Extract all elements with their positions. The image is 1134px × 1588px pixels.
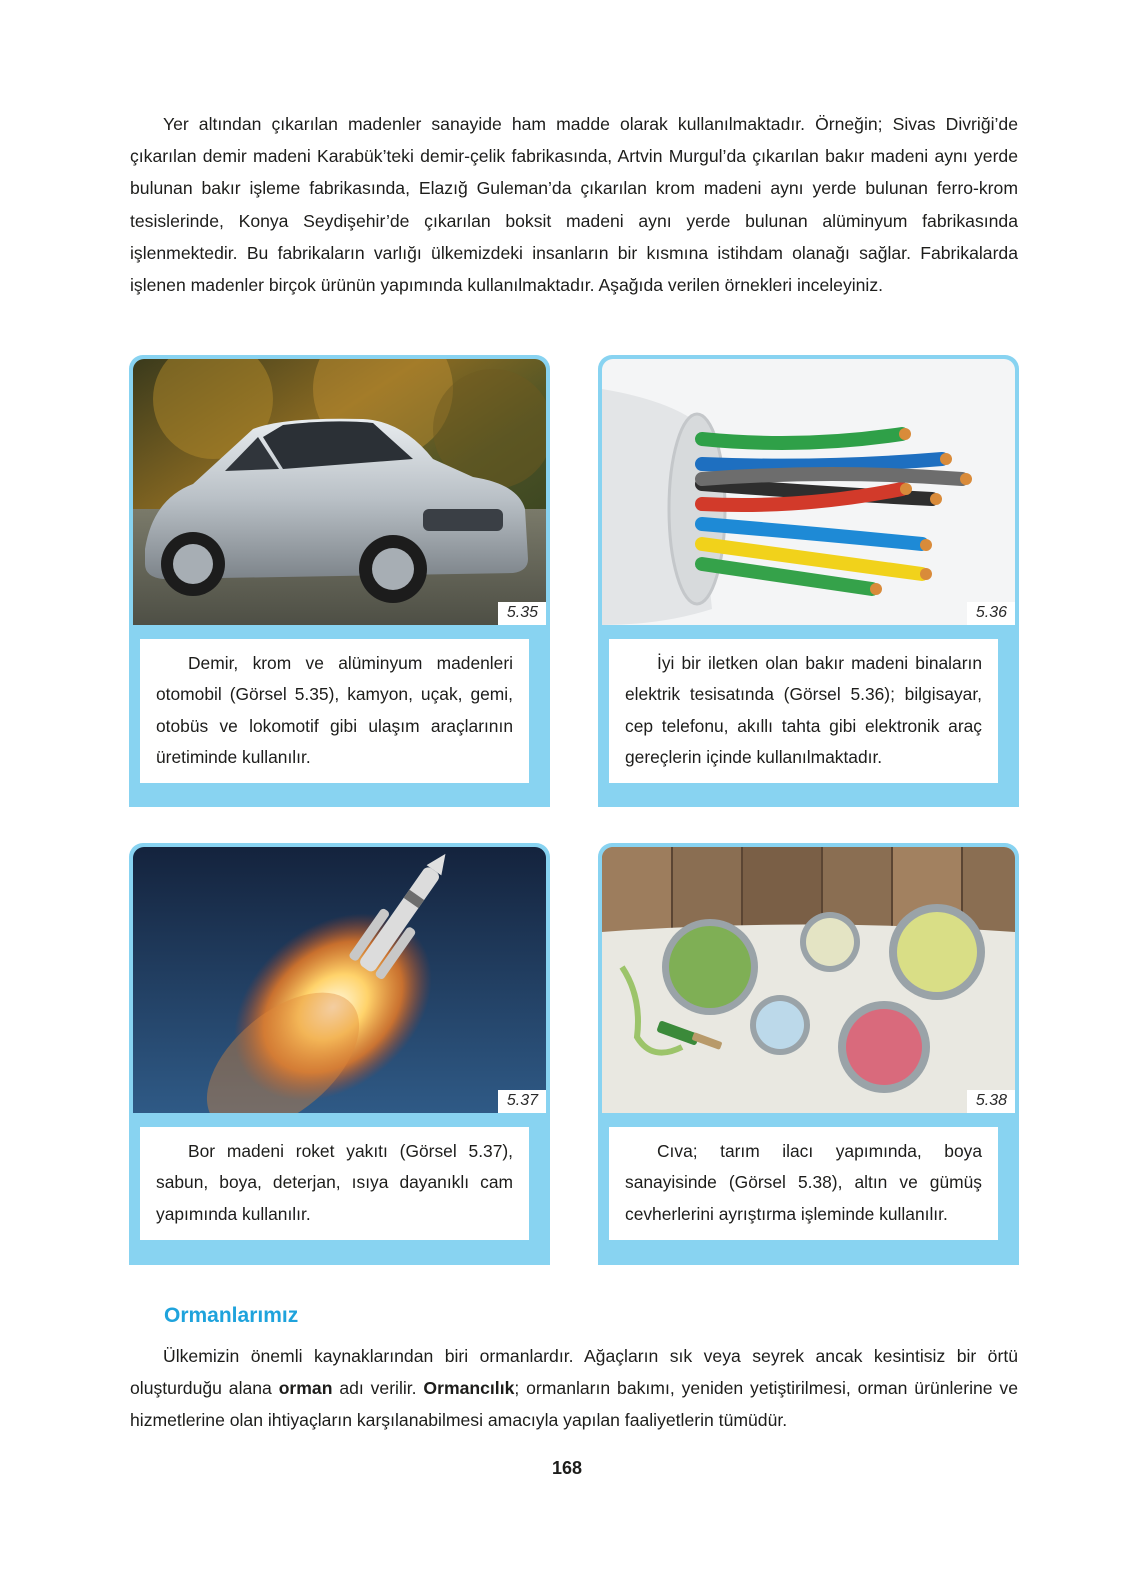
figure-card-car [129,355,550,807]
card-text: Cıva; tarım ilacı yapımında, boya sanayisinde (Görsel 5.38), altın ve gümüş cevherlerini ayrıştırma işleminde kullanılır. [609,1127,998,1240]
cable-photo [602,359,1015,625]
figure-card-paint [598,843,1019,1265]
figure-number: 5.35 [498,602,546,625]
car-photo [133,359,546,625]
paint-cans-photo [602,847,1015,1113]
rocket-photo [133,847,546,1113]
text-run: adı verilir. [332,1378,424,1399]
figure-number: 5.37 [498,1090,546,1113]
figure-card-rocket [129,843,550,1265]
figure-number: 5.38 [967,1090,1015,1113]
card-text: Bor madeni roket yakıtı (Görsel 5.37), sabun, boya, deterjan, ısıya dayanıklı cam yapımında kullanılır. [140,1127,529,1240]
card-text: İyi bir iletken olan bakır madeni binaların elektrik tesisatında (Görsel 5.36); bilgisayar, cep telefonu, akıllı tahta gibi elektronik araç gereçlerin içinde kullanılmaktadır. [609,639,998,783]
text-run: ; ormanların bakımı, yeniden yetiştirilmesi, orman ürünlerine ve hizmetlerine olan ihtiyaçların karşılanabilmesi amacıyla yapılan faaliyetlerin tümüdür. [130,1378,1018,1431]
term-orman: orman [278,1378,333,1399]
forest-paragraph [130,1340,1018,1437]
figure-card-cables [598,355,1019,807]
page-number: 168 [551,1458,583,1478]
card-text: Demir, krom ve alüminyum madenleri otomobil (Görsel 5.35), kamyon, uçak, gemi, otobüs ve lokomotif gibi ulaşım araçlarının üretiminde kullanılır. [140,639,529,783]
figure-number: 5.36 [967,602,1015,625]
section-heading: Ormanlarımız [164,1304,299,1327]
intro-paragraph: Yer altından çıkarılan madenler sanayide ham madde olarak kullanılmaktadır. Örneğin; Sivas Divriği’de çıkarılan demir madeni Karabük’teki demir-çelik fabrikasında, Artvin Murgul’da çıkarılan bakır madeni aynı yerde bulunan bakır işleme fabrikasında, Elazığ Guleman’da çıkarılan krom madeni aynı yerde bulunan ferro-krom tesislerinde, Konya Seydişehir’de çıkarılan boksit madeni aynı yerde bulunan alüminyum fabrikasında işlenmektedir. Bu fabrikaların varlığı ülkemizdeki insanların bir kısmına istihdam olanağı sağlar. Fabrikalarda işlenen madenler birçok ürünün yapımında kullanılmaktadır. Aşağıda verilen örnekleri inceleyiniz. [130,114,1018,296]
term-ormancilik: Ormancılık [423,1378,515,1399]
text-run: Ülkemizin önemli kaynaklarından biri ormanlardır. Ağaçların sık veya seyrek ancak kesintisiz bir örtü oluşturduğu alana [130,1346,1018,1399]
